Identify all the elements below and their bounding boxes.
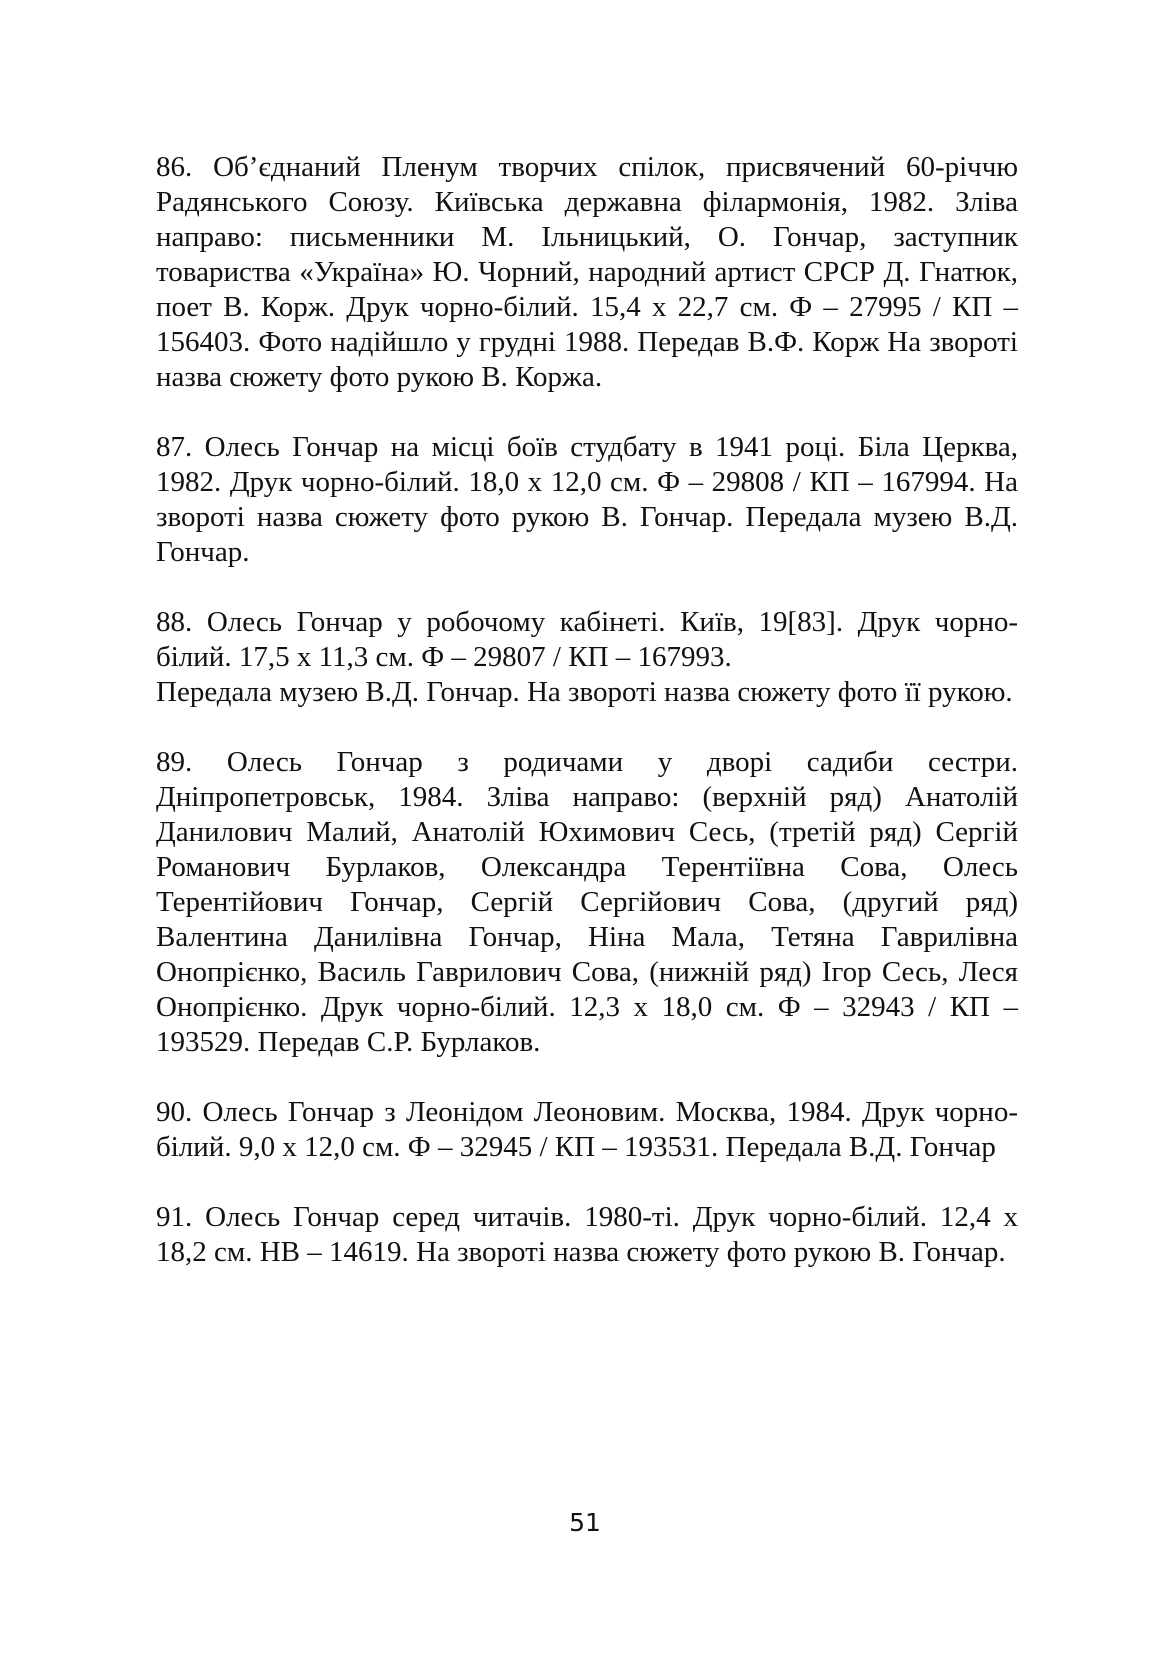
catalog-entry-88 bbox=[156, 605, 1018, 710]
entry-text-continued: Передала музею В.Д. Гончар. На звороті назва сюжету фото її рукою. bbox=[156, 676, 1013, 708]
entry-text: 90. Олесь Гончар з Леонідом Леоновим. Москва, 1984. Друк чорно-білий. 9,0 х 12,0 см. Ф – 32945 / КП – 193531. Передала В.Д. Гончар bbox=[156, 1096, 1018, 1163]
entry-text: 87. Олесь Гончар на місці боїв студбату в 1941 році. Біла Церква, 1982. Друк чорно-білий. 18,0 х 12,0 см. Ф – 29808 / КП – 167994. На звороті назва сюжету фото рукою В. Гончар. Передала музею В.Д. Гончар. bbox=[156, 431, 1018, 568]
entry-text: 91. Олесь Гончар серед читачів. 1980-ті. Друк чорно-білий. 12,4 х 18,2 см. НВ – 14619. На звороті назва сюжету фото рукою В. Гончар. bbox=[156, 1201, 1018, 1268]
page-number: 51 bbox=[569, 1508, 601, 1537]
entry-text: 86. Об’єднаний Пленум творчих спілок, присвячений 60-річчю Радянського Союзу. Київська державна філармонія, 1982. Зліва направо: письменники М. Ільницький, О. Гончар, заступник товариства «Україна» Ю. Чорний, народний артист СРСР Д. Гнатюк, поет В. Корж. Друк чорно-білий. 15,4 х 22,7 см. Ф – 27995 / КП – 156403. Фото надійшло у грудні 1988. Передав В.Ф. Корж На звороті назва сюжету фото рукою В. Коржа. bbox=[156, 151, 1018, 393]
catalog-entry-86 bbox=[156, 150, 1018, 395]
entry-text: 89. Олесь Гончар з родичами у дворі садиби сестри. Дніпропетровськ, 1984. Зліва направо: (верхній ряд) Анатолій Данилович Малий, Анатолій Юхимович Сесь, (третій ряд) Сергій Романович Бурлаков, Олександра Терентіївна Сова, Олесь Терентійович Гончар, Сергій Сергійович Сова, (другий ряд) Валентина Данилівна Гончар, Ніна Мала, Тетяна Гаврилівна Онопрієнко, Василь Гаврилович Сова, (нижній ряд) Ігор Сесь, Леся Онопрієнко. Друк чорно-білий. 12,3 х 18,0 см. Ф – 32943 / КП – 193529. Передав С.Р. Бурлаков. bbox=[156, 746, 1018, 1058]
catalog-entry-90 bbox=[156, 1095, 1018, 1165]
entry-text: 88. Олесь Гончар у робочому кабінеті. Київ, 19[83]. Друк чорно-білий. 17,5 х 11,3 см. Ф – 29807 / КП – 167993. bbox=[156, 606, 1018, 673]
catalog-entry-89 bbox=[156, 745, 1018, 1060]
catalog-entry-87 bbox=[156, 430, 1018, 570]
document-page bbox=[156, 150, 1018, 1305]
catalog-entry-91 bbox=[156, 1200, 1018, 1270]
